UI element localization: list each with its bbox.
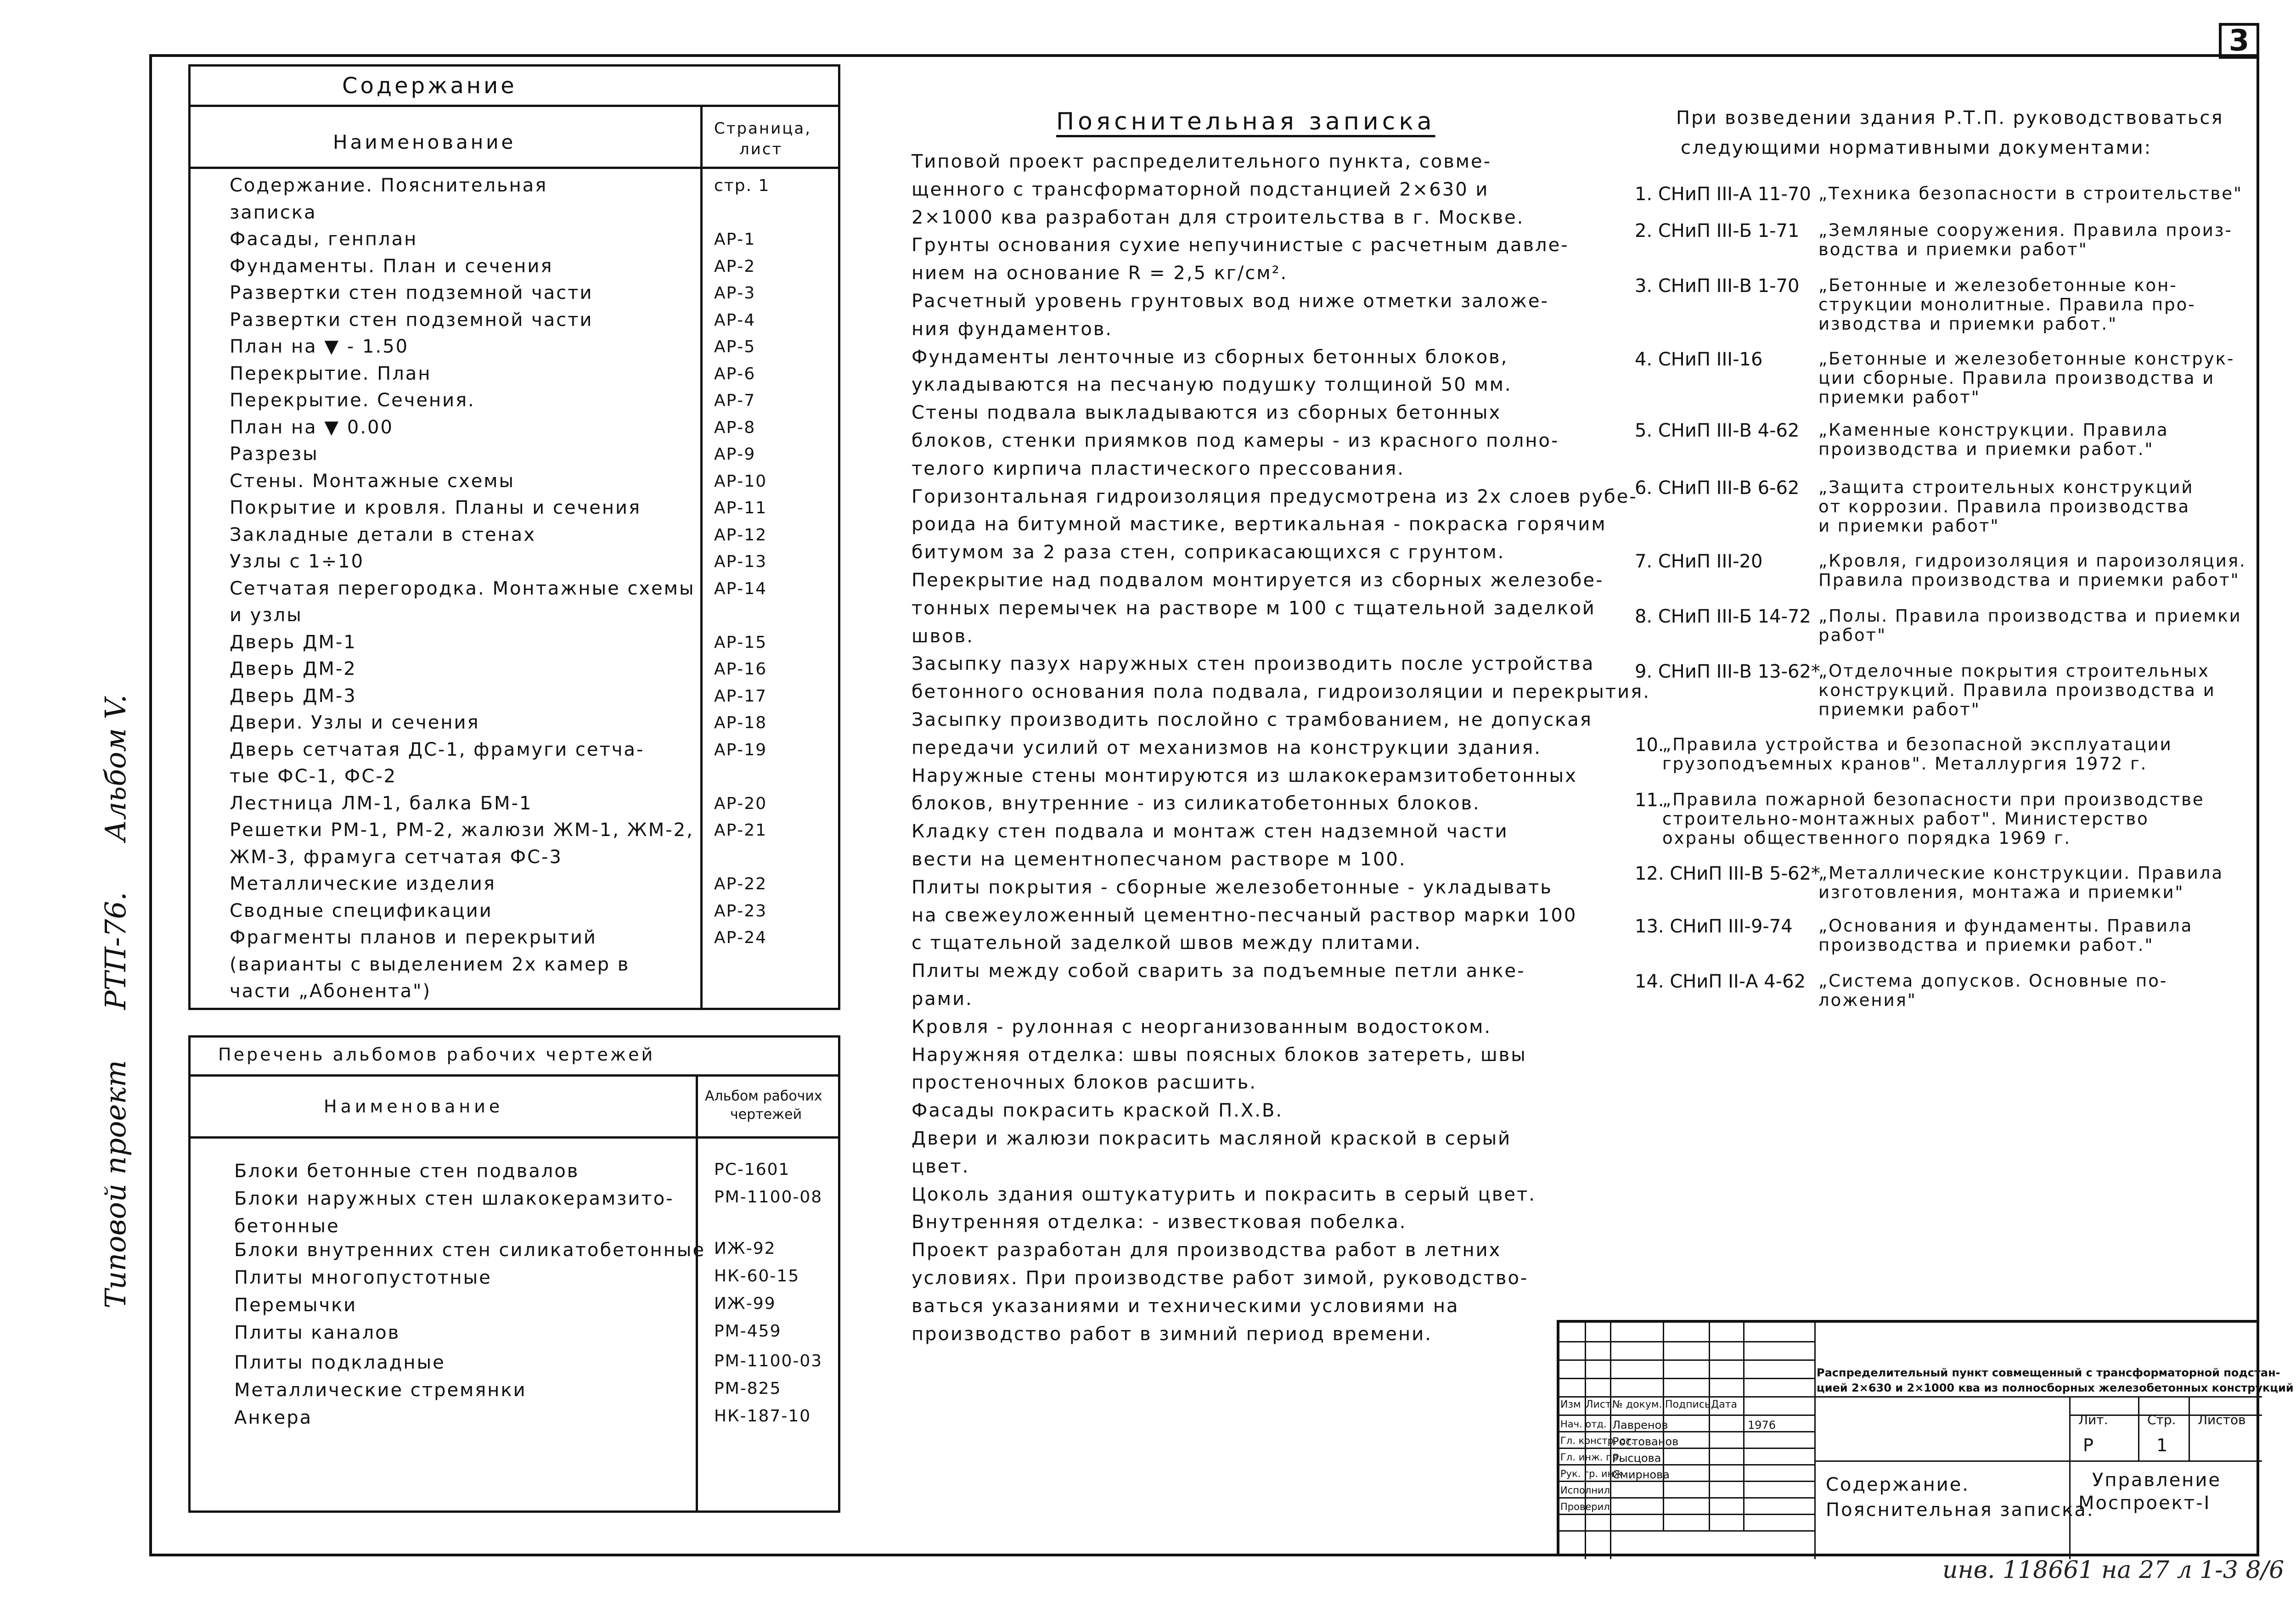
stamp-divider	[1814, 1323, 1816, 1559]
note-title: Пояснительная записка	[1056, 108, 1435, 135]
contents-row-page: АР-4	[714, 311, 756, 330]
album-row-code: РМ-459	[714, 1322, 782, 1341]
norm-title: изводства и приемки работ."	[1818, 314, 2118, 334]
album-row-name: Металлические стремянки	[234, 1380, 527, 1401]
album-row-code: НК-187-10	[714, 1407, 811, 1426]
contents-row-name: Перекрытие. План	[230, 363, 432, 384]
note-line: Плиты покрытия - сборные железобетонные - укладывать	[912, 877, 1553, 898]
contents-row-name: Металлические изделия	[230, 873, 496, 894]
stamp-rule	[1559, 1431, 1814, 1432]
contents-row-name: Сводные спецификации	[230, 900, 493, 921]
album-row-code: РМ-825	[714, 1379, 782, 1398]
contents-row-page: АР-19	[714, 741, 767, 759]
contents-row-page: АР-3	[714, 284, 756, 303]
contents-row-name: Сетчатая перегородка. Монтажные схемы	[230, 578, 695, 599]
note-line: Внутренняя отделка: - известковая побелка.	[912, 1212, 1407, 1233]
stamp-rule	[1559, 1448, 1814, 1449]
norm-title: струкции монолитные. Правила про-	[1818, 295, 2196, 314]
contents-row-page: АР-13	[714, 552, 767, 571]
note-line: простеночных блоков расшить.	[912, 1072, 1257, 1093]
stamp-name: Смирнова	[1612, 1468, 1670, 1481]
note-line: Наружные стены монтируются из шлакокерамзитобетонных	[912, 765, 1577, 786]
contents-row-name: Разрезы	[230, 444, 319, 465]
stamp-role: Исполнил	[1560, 1485, 1610, 1496]
contents-row-page: стр. 1	[714, 176, 770, 195]
contents-row-page: АР-1	[714, 230, 756, 249]
contents-col-page-1: Страница,	[714, 119, 812, 138]
contents-col-page-2: лист	[739, 140, 783, 158]
stamp-col-rule	[1743, 1323, 1745, 1530]
note-line: укладываются на песчаную подушку толщиной 50 мм.	[912, 374, 1512, 395]
stamp-date: 1976	[1748, 1419, 1776, 1432]
contents-row-name: (варианты с выделением 2х камер в	[230, 954, 630, 975]
spine-album: Альбом V.	[99, 694, 132, 842]
contents-row-page: АР-6	[714, 365, 756, 383]
contents-row-name: тые ФС-1, ФС-2	[230, 766, 397, 787]
note-line: тонных перемычек на растворе м 100 с тщательной заделкой	[912, 598, 1596, 619]
albums-col-album-2: чертежей	[730, 1106, 802, 1123]
note-line: Фасады покрасить краской П.Х.В.	[912, 1100, 1283, 1121]
albums-col-name: Наименование	[324, 1096, 504, 1117]
contents-row-name: Развертки стен подземной части	[230, 282, 593, 303]
note-line: Засыпку производить послойно с трамбованием, не допуская	[912, 709, 1593, 730]
stamp-col-rule	[1709, 1323, 1710, 1530]
note-line: Грунты основания сухие непучинистые с расчетным давле-	[912, 235, 1569, 256]
album-row-name: Плиты подкладные	[234, 1352, 445, 1373]
norm-title: строительно-монтажных работ". Министерство	[1662, 809, 2149, 829]
contents-row-page: АР-14	[714, 579, 767, 598]
albums-table	[188, 1035, 840, 1513]
norm-title: производства и приемки работ."	[1818, 935, 2154, 955]
note-line: Перекрытие над подвалом монтируется из сборных железобе-	[912, 570, 1604, 591]
norm-title: водства и приемки работ"	[1818, 240, 2088, 259]
contents-row-page: АР-24	[714, 928, 767, 947]
contents-col-divider	[700, 107, 703, 1008]
norm-title: производства и приемки работ."	[1818, 439, 2154, 459]
norm-title: „Бетонные и железобетонные конструк-	[1818, 349, 2235, 369]
note-line: Проект разработан для производства работ в летних	[912, 1240, 1502, 1261]
stamp-name: Ростованов	[1612, 1435, 1679, 1448]
note-line: телого кирпича пластического прессования.	[912, 458, 1405, 479]
contents-row-name: План на ▼ 0.00	[230, 417, 394, 438]
norm-title: ции сборные. Правила производства и	[1818, 368, 2215, 388]
norm-title: от коррозии. Правила производства	[1818, 497, 2190, 516]
stamp-rule	[1814, 1396, 2262, 1398]
album-row-code: РМ-1100-08	[714, 1188, 823, 1207]
norm-title: „Основания и фундаменты. Правила	[1818, 916, 2193, 936]
note-line: вести на цементнопесчаном растворе м 100.	[912, 849, 1407, 870]
album-row-name: Перемычки	[234, 1295, 357, 1316]
stamp-rule	[1559, 1415, 1814, 1416]
contents-row-page: АР-7	[714, 391, 756, 410]
norm-title: Правила производства и приемки работ"	[1818, 570, 2240, 590]
note-line: Кровля - рулонная с неорганизованным водостоком.	[912, 1016, 1492, 1038]
stamp-rule	[1559, 1464, 1814, 1465]
norm-title: „Техника безопасности в строительстве"	[1818, 184, 2243, 203]
album-spine-label	[99, 689, 132, 1308]
sheet-number: 3	[2219, 23, 2259, 59]
contents-row-page: АР-10	[714, 472, 767, 491]
note-line: Горизонтальная гидроизоляция предусмотрена из 2х слоев рубе-	[912, 486, 1638, 507]
norm-title: „Отделочные покрытия строительных	[1818, 661, 2210, 681]
stamp-head: Дата	[1711, 1399, 1737, 1410]
stamp-head: Изм	[1560, 1399, 1581, 1410]
norm-title: „Каменные конструкции. Правила	[1818, 420, 2169, 440]
norm-title: грузоподъемных кранов". Металлургия 1972 г.	[1662, 754, 2148, 774]
contents-row-page: АР-8	[714, 418, 756, 437]
note-line: блоков, стенки приямков под камеры - из красного полно-	[912, 430, 1559, 451]
album-row-code: ИЖ-99	[714, 1294, 776, 1313]
note-line: Плиты между собой сварить за подъемные петли анке-	[912, 960, 1525, 982]
contents-row-page: АР-9	[714, 445, 756, 464]
sheet-title-1: Содержание.	[1826, 1474, 1970, 1495]
norm-title: „Защита строительных конструкций	[1818, 477, 2194, 497]
title-block	[1557, 1320, 2294, 1556]
album-row-code: РМ-1100-03	[714, 1352, 823, 1370]
norm-title: „Кровля, гидроизоляция и пароизоляция.	[1818, 551, 2246, 571]
stamp-name: Рысцова	[1612, 1452, 1661, 1465]
contents-row-name: Перекрытие. Сечения.	[230, 390, 475, 411]
note-line: Расчетный уровень грунтовых вод ниже отметки заложе-	[912, 291, 1549, 312]
stamp-role: Гл. констр. от.	[1560, 1435, 1635, 1446]
norm-code: 3. СНиП III-В 1-70	[1635, 275, 1800, 297]
norm-title: приемки работ"	[1818, 387, 1981, 407]
norm-title: „Правила устройства и безопасной эксплуатации	[1662, 735, 2172, 754]
norm-code: 8. СНиП III-Б 14-72	[1635, 606, 1811, 627]
organization-2: Моспроект-I	[2078, 1493, 2211, 1514]
stamp-col-rule	[2069, 1396, 2071, 1559]
sheet-title-2: Пояснительная записка.	[1826, 1499, 2094, 1521]
contents-row-name: Дверь сетчатая ДС-1, фрамуги сетча-	[230, 739, 645, 760]
note-line: условиях. При производстве работ зимой, руководство-	[912, 1268, 1529, 1289]
note-line: 2×1000 ква разработан для строительства в г. Москве.	[912, 207, 1525, 228]
albums-col-divider	[696, 1074, 698, 1510]
norm-code: 6. СНиП III-В 6-62	[1635, 477, 1800, 499]
stage-col-page: Стр.	[2147, 1412, 2176, 1427]
stamp-rule	[1814, 1460, 2262, 1462]
note-line: Стены подвала выкладываются из сборных бетонных	[912, 402, 1502, 423]
stamp-role: Рук. гр. инж.	[1560, 1468, 1626, 1479]
norm-title: изготовления, монтажа и приемки"	[1818, 882, 2184, 902]
norm-title: „Система допусков. Основные по-	[1818, 971, 2168, 991]
albums-title-rule	[191, 1038, 838, 1077]
norm-title: „Полы. Правила производства и приемки	[1818, 606, 2242, 626]
note-line: Наружняя отделка: швы поясных блоков затереть, швы	[912, 1044, 1527, 1066]
stamp-rule	[1559, 1514, 1814, 1515]
norm-code: 9. СНиП III-В 13-62*	[1635, 661, 1820, 682]
note-line: Типовой проект распределительного пункта, совме-	[912, 151, 1492, 172]
norm-title: „Земляные сооружения. Правила произ-	[1818, 220, 2233, 240]
stamp-name: Лавренов	[1612, 1419, 1668, 1432]
norm-code: 11.	[1635, 790, 1664, 811]
note-line: Двери и жалюзи покрасить масляной краской в серый	[912, 1128, 1512, 1149]
note-line: Кладку стен подвала и монтаж стен надземной части	[912, 821, 1508, 842]
albums-title: Перечень альбомов рабочих чертежей	[218, 1044, 655, 1065]
norm-code: 2. СНиП III-Б 1-71	[1635, 220, 1800, 241]
album-row-name: бетонные	[234, 1216, 340, 1237]
contents-row-page: АР-2	[714, 257, 756, 276]
spine-code: РТП-76.	[99, 892, 132, 1010]
contents-row-name: Стены. Монтажные схемы	[230, 471, 515, 492]
contents-row-name: Дверь ДМ-2	[230, 658, 357, 679]
albums-col-album-1: Альбом рабочих	[705, 1088, 822, 1104]
contents-row-page: АР-22	[714, 875, 767, 893]
norm-code: 10.	[1635, 735, 1664, 756]
album-row-name: Плиты многопустотные	[234, 1267, 492, 1288]
album-row-code: РС-1601	[714, 1160, 790, 1179]
contents-row-page: АР-21	[714, 821, 767, 840]
note-line: Засыпку пазух наружных стен производить после устройства	[912, 653, 1595, 674]
album-row-name: Плиты каналов	[234, 1322, 400, 1343]
note-line: цвет.	[912, 1156, 970, 1177]
album-row-name: Блоки наружных стен шлакокерамзито-	[234, 1188, 674, 1209]
stamp-rule	[1559, 1359, 1814, 1361]
norm-title: охраны общественного порядка 1969 г.	[1662, 828, 2071, 848]
note-line: ваться указаниями и техническими условиями на	[912, 1296, 1459, 1317]
norm-code: 1. СНиП III-А 11-70	[1635, 184, 1811, 205]
contents-row-name: Закладные детали в стенах	[230, 524, 536, 545]
stamp-col-rule	[2138, 1396, 2139, 1460]
norm-title: ложения"	[1818, 990, 1917, 1010]
contents-row-name: Двери. Узлы и сечения	[230, 712, 480, 733]
contents-row-page: АР-23	[714, 902, 767, 921]
norm-title: и приемки работ"	[1818, 516, 2000, 536]
note-line: с тщательной заделкой швов между плитами.	[912, 932, 1422, 954]
stage-col-lit: Лит.	[2078, 1412, 2108, 1427]
norm-title: приемки работ"	[1818, 700, 1981, 719]
contents-row-page: АР-5	[714, 337, 756, 356]
norm-title: конструкций. Правила производства и	[1818, 680, 2216, 700]
norms-intro-2: следующими нормативными документами:	[1681, 137, 2152, 158]
note-line: Фундаменты ленточные из сборных бетонных блоков,	[912, 347, 1508, 368]
organization-1: Управление	[2092, 1470, 2221, 1491]
stamp-head: № докум.	[1612, 1399, 1662, 1410]
contents-row-name: записка	[230, 202, 317, 223]
note-line: рами.	[912, 988, 973, 1010]
norm-title: работ"	[1818, 625, 1887, 645]
stamp-rule	[1559, 1378, 1814, 1379]
contents-row-page: АР-17	[714, 687, 767, 706]
stamp-head: Подпись	[1665, 1399, 1711, 1410]
stage-val-lit: Р	[2083, 1435, 2093, 1455]
contents-row-page: АР-18	[714, 713, 767, 732]
contents-row-name: План на ▼ - 1.50	[230, 336, 409, 357]
contents-row-page: АР-11	[714, 499, 767, 517]
contents-col-name: Наименование	[333, 131, 516, 153]
stage-col-sheets: Листов	[2198, 1412, 2246, 1427]
contents-row-name: Узлы с 1÷10	[230, 551, 365, 572]
album-row-code: НК-60-15	[714, 1267, 800, 1286]
contents-row-name: Фасады, генплан	[230, 229, 418, 250]
album-row-code: ИЖ-92	[714, 1239, 776, 1258]
album-row-name: Анкера	[234, 1407, 313, 1428]
spine-project: Типовой проект	[99, 1060, 132, 1308]
norm-code: 5. СНиП III-В 4-62	[1635, 420, 1800, 441]
note-line: швов.	[912, 626, 974, 647]
note-line: производство работ в зимний период времени.	[912, 1324, 1432, 1345]
note-line: роида на битумной мастике, вертикальная - покраска горячим	[912, 514, 1607, 535]
stage-val-page: 1	[2156, 1435, 2168, 1455]
stamp-col-rule	[2189, 1396, 2190, 1460]
album-row-name: Блоки внутренних стен силикатобетонные	[234, 1240, 706, 1261]
note-line: бетонного основания пола подвала, гидроизоляции и перекрытия.	[912, 681, 1650, 702]
norm-code: 14. СНиП II-А 4-62	[1635, 971, 1806, 992]
stamp-head: Лист	[1586, 1399, 1611, 1410]
note-line: битумом за 2 раза стен, соприкасающихся с грунтом.	[912, 542, 1505, 563]
norm-code: 7. СНиП III-20	[1635, 551, 1763, 572]
project-title-1: Распределительный пункт совмещенный с трансформаторной подстан-	[1817, 1366, 2280, 1379]
note-line: щенного с трансформаторной подстанцией 2×630 и	[912, 179, 1489, 200]
contents-title: Содержание	[191, 67, 838, 107]
contents-row-name: ЖМ-3, фрамуга сетчатая ФС-3	[230, 847, 563, 868]
note-line: Цоколь здания оштукатурить и покрасить в серый цвет.	[912, 1184, 1536, 1205]
inventory-handwriting: инв. 118661 на 27 л 1-3 8/6	[1942, 1556, 2285, 1584]
contents-table	[188, 64, 840, 1010]
contents-row-name: Содержание. Пояснительная	[230, 175, 548, 196]
stamp-role: Проверил	[1560, 1501, 1610, 1512]
stamp-role: Гл. инж. пр.	[1560, 1452, 1621, 1463]
contents-row-name: Развертки стен подземной части	[230, 309, 593, 331]
contents-row-page: АР-12	[714, 526, 767, 545]
stamp-rule	[1559, 1530, 1814, 1532]
note-line: передачи усилий от механизмов на конструкции здания.	[912, 737, 1542, 758]
norms-intro-1: При возведении здания Р.Т.П. руководствоваться	[1676, 107, 2224, 129]
norm-code: 4. СНиП III-16	[1635, 349, 1763, 370]
note-line: ния фундаментов.	[912, 319, 1113, 340]
norm-title: „Бетонные и железобетонные кон-	[1818, 275, 2178, 295]
stamp-rule	[1559, 1481, 1814, 1482]
contents-row-name: Покрытие и кровля. Планы и сечения	[230, 497, 642, 518]
note-line: блоков, внутренние - из силикатобетонных блоков.	[912, 793, 1480, 814]
contents-row-page: АР-16	[714, 660, 767, 679]
album-row-name: Блоки бетонные стен подвалов	[234, 1161, 580, 1182]
stamp-rule	[1559, 1341, 1814, 1342]
stamp-role: Нач. отд.	[1560, 1419, 1607, 1430]
norm-title: „Металлические конструкции. Правила	[1818, 863, 2224, 883]
contents-row-name: Дверь ДМ-3	[230, 685, 357, 707]
contents-row-name: Дверь ДМ-1	[230, 632, 357, 653]
stamp-rule	[1559, 1497, 1814, 1499]
contents-row-name: части „Абонента")	[230, 981, 432, 1002]
contents-row-page: АР-20	[714, 794, 767, 813]
contents-row-page: АР-15	[714, 633, 767, 652]
note-line: на свежеуложенный цементно-песчаный раствор марки 100	[912, 905, 1577, 926]
contents-row-name: Решетки РМ-1, РМ-2, жалюзи ЖМ-1, ЖМ-2,	[230, 820, 694, 841]
contents-row-name: Фундаменты. План и сечения	[230, 256, 553, 277]
norm-title: „Правила пожарной безопасности при производстве	[1662, 790, 2205, 809]
contents-row-name: Лестница ЛМ-1, балка БМ-1	[230, 793, 533, 814]
contents-row-name: Фрагменты планов и перекрытий	[230, 927, 597, 948]
norm-code: 12. СНиП III-В 5-62*	[1635, 863, 1820, 884]
norm-code: 13. СНиП III-9-74	[1635, 916, 1793, 937]
stamp-rule	[1559, 1396, 1814, 1398]
note-line: нием на основание R = 2,5 кг/см².	[912, 263, 1288, 284]
project-title-2: цией 2×630 и 2×1000 ква из полносборных железобетонных конструкций	[1817, 1381, 2294, 1394]
contents-row-name: и узлы	[230, 605, 303, 626]
